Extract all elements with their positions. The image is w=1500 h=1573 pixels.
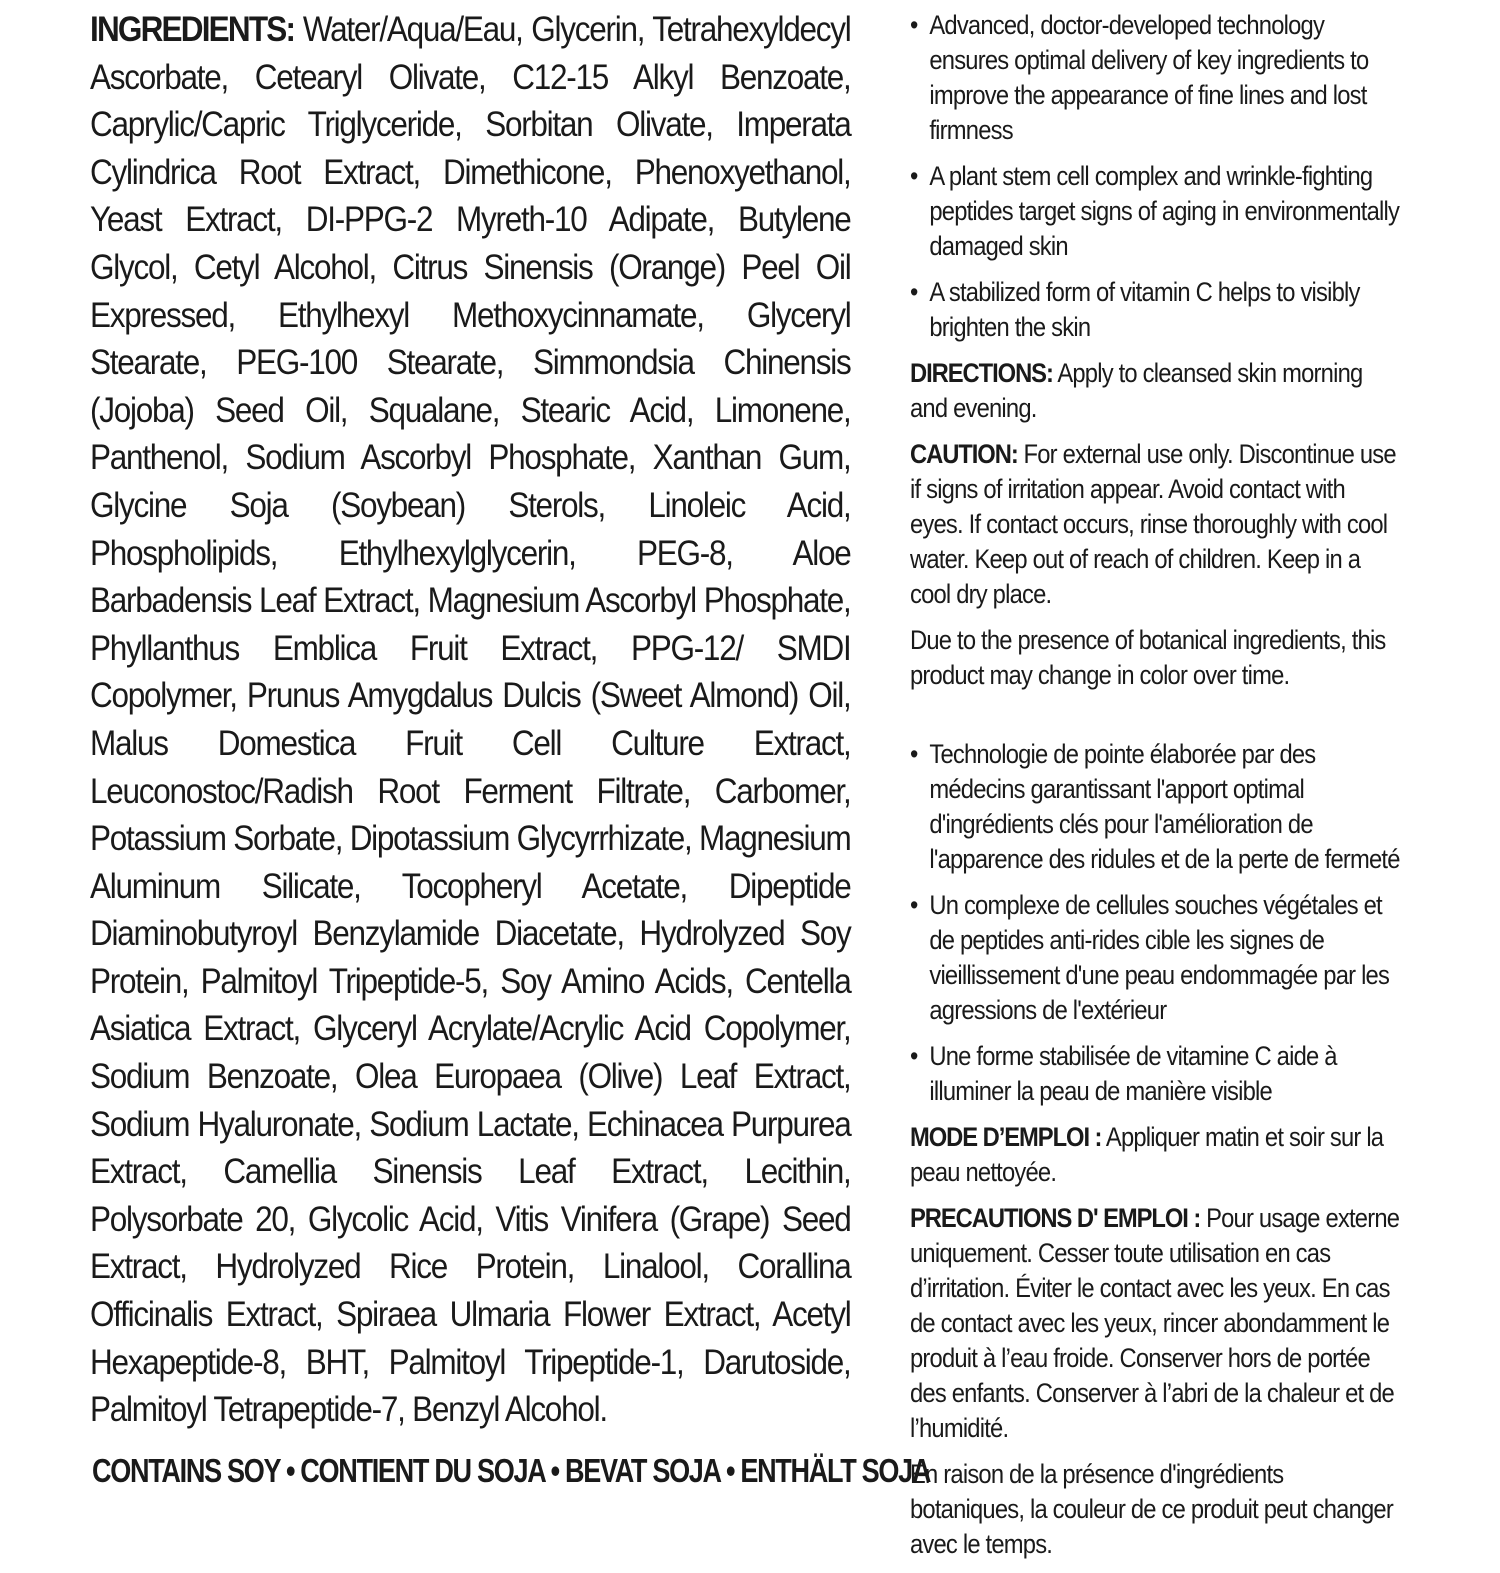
- precautions-label: PRECAUTIONS D' EMPLOI :: [910, 1203, 1201, 1233]
- precautions-fr: [910, 1201, 1403, 1446]
- allergen-statement: CONTAINS SOY • CONTIENT DU SOJA • BEVAT SOJA • ENTHÄLT SOJA: [92, 1452, 931, 1489]
- bullet-text: Une forme stabilisée de vitamine C aide à illuminer la peau de manière visible: [929, 1041, 1337, 1106]
- bullet-text: Technologie de pointe élaborée par des médecins garantissant l'apport optimal d'ingrédients clés pour l'amélioration de l'apparence des ridules et de la perte de fermeté: [929, 739, 1400, 874]
- bullet-dot: •: [910, 1041, 918, 1071]
- section-spacer: [910, 704, 1403, 737]
- bullet-dot: •: [910, 161, 918, 191]
- bullet-dot: •: [910, 10, 918, 40]
- bullet-text: Advanced, doctor-developed technology ensures optimal delivery of key ingredients to improve the appearance of fine lines and lost firmness: [929, 10, 1369, 145]
- caution-label: CAUTION:: [910, 439, 1018, 469]
- bullet-en-3: [910, 275, 1403, 345]
- mode-emploi-text: Appliquer matin et soir sur la peau nettoyée.: [910, 1122, 1384, 1187]
- caution-text: For external use only. Discontinue use if signs of irritation appear. Avoid contact with eyes. If contact occurs, rinse thoroughly with cool water. Keep out of reach of children. Keep in a cool dry place.: [910, 439, 1396, 609]
- mode-emploi-fr: [910, 1120, 1403, 1190]
- precautions-text: Pour usage externe uniquement. Cesser toute utilisation en cas d’irritation. Éviter le contact avec les yeux. En cas de contact avec les yeux, rincer abondamment le produit à l’eau froide. Conserver hors de portée des enfants. Conserver à l’abri de la chaleur et de l’humidité.: [910, 1203, 1400, 1443]
- bullet-fr-1: [910, 737, 1403, 877]
- bullet-dot: •: [910, 739, 918, 769]
- bullet-text: A plant stem cell complex and wrinkle-fighting peptides target signs of aging in environmentally damaged skin: [929, 161, 1400, 261]
- bullet-en-1: [910, 8, 1403, 148]
- botanical-note-fr: En raison de la présence d'ingrédients botaniques, la couleur de ce produit peut changer avec le temps.: [910, 1459, 1393, 1559]
- bullet-dot: •: [910, 890, 918, 920]
- bullet-fr-2: [910, 888, 1403, 1028]
- bullet-text: Un complexe de cellules souches végétales et de peptides anti-rides cible les signes de vieillissement d'une peau endommagée par les agressions de l'extérieur: [929, 890, 1390, 1025]
- bullet-dot: •: [910, 277, 918, 307]
- directions-text: Apply to cleansed skin morning and evening.: [910, 358, 1363, 423]
- bullet-en-2: [910, 159, 1403, 264]
- ingredients-block: [90, 6, 851, 1434]
- ingredients-label: INGREDIENTS:: [90, 10, 295, 49]
- mode-emploi-label: MODE D’EMPLOI :: [910, 1122, 1102, 1152]
- ingredients-list: Water/Aqua/Eau, Glycerin, Tetrahexyldecyl Ascorbate, Cetearyl Olivate, C12-15 Alkyl Benzoate, Caprylic/Capric Triglyceride, Sorbitan Olivate, Imperata Cylindrica Root Extract, Dimethicone, Phenoxyethanol, Yeast Extract, DI-PPG-2 Myreth-10 Adipate, Butylene Glycol, Cetyl Alcohol, Citrus Sinensis (Orange) Peel Oil Expressed, Ethylhexyl Methoxycinnamate, Glyceryl Stearate, PEG-100 Stearate, Simmondsia Chinensis (Jojoba) Seed Oil, Squalane, Stearic Acid, Limonene, Panthenol, Sodium Ascorbyl Phosphate, Xanthan Gum, Glycine Soja (Soybean) Sterols, Linoleic Acid, Phospholipids, Ethylhexylglycerin, PEG-8, Aloe Barbadensis Leaf Extract, Magnesium Ascorbyl Phosphate, Phyllanthus Emblica Fruit Extract, PPG-12/ SMDI Copolymer, Prunus Amygdalus Dulcis (Sweet Almond) Oil, Malus Domestica Fruit Cell Culture Extract, Leuconostoc/Radish Root Ferment Filtrate, Carbomer, Potassium Sorbate, Dipotassium Glycyrrhizate, Magnesium Aluminum Silicate, Tocopheryl Acetate, Dipeptide Diaminobutyroyl Benzylamide Diacetate, Hydrolyzed Soy Protein, Palmitoyl Tripeptide-5, Soy Amino Acids, Centella Asiatica Extract, Glyceryl Acrylate/Acrylic Acid Copolymer, Sodium Benzoate, Olea Europaea (Olive) Leaf Extract, Sodium Hyaluronate, Sodium Lactate, Echinacea Purpurea Extract, Camellia Sinensis Leaf Extract, Lecithin, Polysorbate 20, Glycolic Acid, Vitis Vinifera (Grape) Seed Extract, Hydrolyzed Rice Protein, Linalool, Corallina Officinalis Extract, Spiraea Ulmaria Flower Extract, Acetyl Hexapeptide-8, BHT, Palmitoyl Tripeptide-1, Darutoside, Palmitoyl Tetrapeptide-7, Benzyl Alcohol.: [90, 10, 851, 1430]
- bullet-text: A stabilized form of vitamin C helps to visibly brighten the skin: [929, 277, 1360, 342]
- directions-label: DIRECTIONS:: [910, 358, 1053, 388]
- product-info-column: [910, 8, 1403, 1573]
- caution-en: [910, 437, 1403, 612]
- botanical-note-en: Due to the presence of botanical ingredients, this product may change in color over time.: [910, 625, 1386, 690]
- bullet-fr-3: [910, 1039, 1403, 1109]
- directions-en: [910, 356, 1403, 426]
